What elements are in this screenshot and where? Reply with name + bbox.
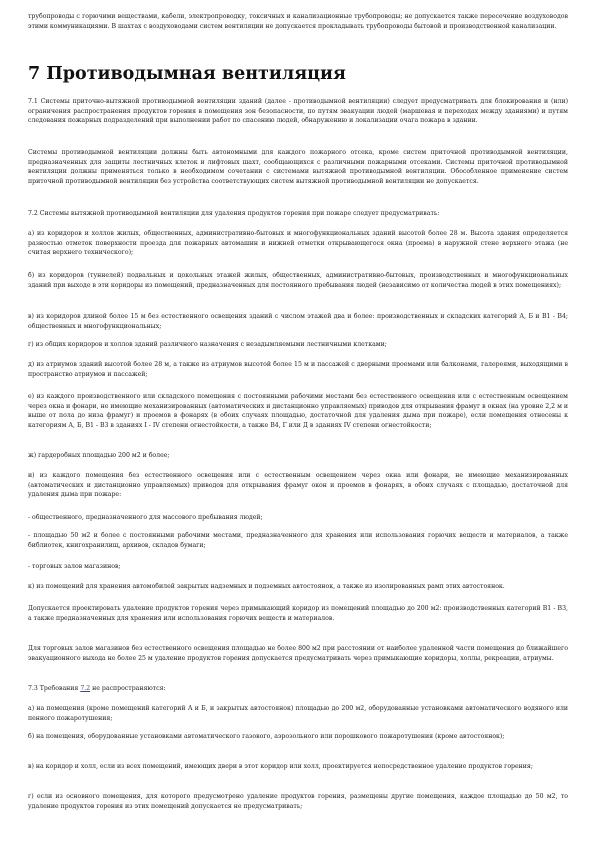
clause-7-2-link[interactable]: 7.2 (80, 685, 91, 692)
item-7-2-k: к) из помещений для хранения автомобилей закрытых надземных и подземных автостоянок, а также из изолированных рамп этих автостоянок. (28, 583, 505, 590)
paragraph-7-1-continued: Системы противодымной вентиляции должны быть автономными для каждого пожарного отсека, кроме систем приточной противодымной вентиляции, предназначенных для защиты лестничных клеток и лифтовых шахт, сообщающихся с различными пожарными отсеками. Системы приточной противодымной вентиляции должны применяться только в необходимом сочетании с системами вытяжной противодымной вентиляции. Обособленное применение систем приточной противодымной вентиляции без устройства соответствующих систем вытяжной противодымной вентиляции не допускается. (28, 149, 568, 185)
item-7-3-b: б) на помещения, оборудованные установками автоматического газового, аэрозольного или порошкового пожаротушения (кроме автостоянок); (28, 733, 505, 740)
item-7-2-i-trade: - торговых залов магазинов; (28, 563, 121, 570)
item-7-3-a: а) на помещения (кроме помещений категорий А и Б, и закрытых автостоянок) площадью до 200 м2, оборудованные установками автоматического водяного или пенного пожаротушения; (28, 705, 568, 722)
item-7-2-v: в) из коридоров длиной более 15 м без естественного освещения зданий с числом этажей два и более: производственных и складских категорий А, Б и В1 - В4; общественных и многофункциональных; (28, 313, 568, 330)
paragraph-7-1: 7.1 Системы приточно-вытяжной противодымной вентиляции зданий (далее - противодымной вентиляции) следует предусматривать для блокирования и (или) ограничения распространения продуктов горения в помещения зон безопасности, по путям эвакуации людей (маршевая и переходах между зданиями) и путям следования пожарных подразделений при выполнении работ по спасению людей, обнаружению и локализации очага пожара в здании. (28, 98, 568, 125)
item-7-2-zh: ж) гардеробных площадью 200 м2 и более; (28, 452, 170, 459)
item-7-2-i-storage: - площадью 50 м2 и более с постоянными рабочими местами, предназначенного для хранения или использования горючих веществ и материалов, а также библиотек, книгохранилищ, архивов, складов бумаги; (28, 532, 568, 549)
item-7-2-e: е) из каждого производственного или складского помещения с постоянными рабочими местами без естественного освещения или с естественным освещением через окна и фонари, не имеющие механизированных (автоматических и дистанционно управляемых) приводов для открывания фрамуг в окнах (на уровне 2,2 м и выше от пола до низа фрамуг) и проемов в фонарях (в обоих случаях площадью, достаточной для удаления дыма при пожаре), если помещения отнесены к категориям А, Б, В1 - В3 в зданиях I - IV степени огнестойкости, а также В4, Г или Д в зданиях IV степени огнестойкости; (28, 393, 568, 429)
item-7-2-d: д) из атриумов зданий высотой более 28 м, а также из атриумов высотой более 15 м и пассажей с дверными проемами или балконами, галереями, выходящими в пространство атриумов и пассажей; (28, 361, 568, 378)
item-7-2-i: и) из каждого помещения без естественного освещения или с естественным освещением через окна или фонари, не имеющие механизированных (автоматических и дистанционно управляемых) приводов для открывания фрамуг окон и проемов в фонарях, в обоих случаях с площадью, достаточной для удаления дыма при пожаре: (28, 472, 568, 499)
paragraph-7-2: 7.2 Системы вытяжной противодымной вентиляции для удаления продуктов горения при пожаре следует предусматривать: (28, 210, 440, 217)
item-7-2-i-public: - общественного, предназначенного для массового пребывания людей; (28, 514, 263, 521)
paragraph-7-3 (28, 684, 568, 694)
item-7-2-a: а) из коридоров и холлов жилых, общественных, административно-бытовых и многофункциональных зданий высотой более 28 м. Высота здания определяется разностью отметок поверхности проезда для пожарных автомашин и нижней отметки открывающегося окна (проема) в наружной стене верхнего этажа (не считая верхнего технического); (28, 230, 568, 257)
item-7-2-b: б) из коридоров (туннелей) подвальных и цокольных этажей жилых, общественных, административно-бытовых, производственных и многофункциональных зданий при выходе в эти коридоры из помещений, предназначенных для постоянного пребывания людей (независимо от количества людей в этих помещениях); (28, 272, 568, 289)
item-7-2-g: г) из общих коридоров и холлов зданий различного назначения с незадымляемыми лестничными клетками; (28, 341, 387, 348)
intro-paragraph: трубопроводы с горючими веществами, кабели, электропроводку, токсичных и канализационные трубопроводы; не допускается также пересечение воздуховодов этими коммуникациями. В шахтах с воздуховодами систем вентиляции не допускается прокладывать трубопроводы бытовой и производственной канализации. (28, 13, 568, 30)
item-7-3-g: г) если из основного помещения, для которого предусмотрено удаление продуктов горения, размещены другие помещения, каждое площадью до 50 м2, то удаление продуктов горения из этих помещений допускается не предусматривать; (28, 793, 568, 810)
paragraph-allowance: Допускается проектировать удаление продуктов горения через примыкающий коридор из помещений площадью до 200 м2: производственных категорий В1 - В3, а также предназначенных для хранения или использования горючих веществ и материалов. (28, 605, 568, 622)
paragraph-trade-halls: Для торговых залов магазинов без естественного освещения площадью не более 800 м2 при расстоянии от наиболее удаленной части помещения до ближайшего эвакуационного выхода не более 25 м удаление продуктов горения допускается предусматривать через примыкающие коридоры, холлы, рекреации, атриумы. (28, 645, 568, 662)
item-7-3-v: в) на коридор и холл, если из всех помещений, имеющих двери в этот коридор или холл, проектируется непосредственное удаление продуктов горения; (28, 763, 533, 770)
paragraph-7-3-suffix: не распространяются: (90, 685, 166, 692)
section-title: 7 Противодымная вентиляция (28, 64, 346, 84)
document-page (28, 0, 568, 842)
paragraph-7-3-prefix: 7.3 Требования (28, 685, 81, 692)
